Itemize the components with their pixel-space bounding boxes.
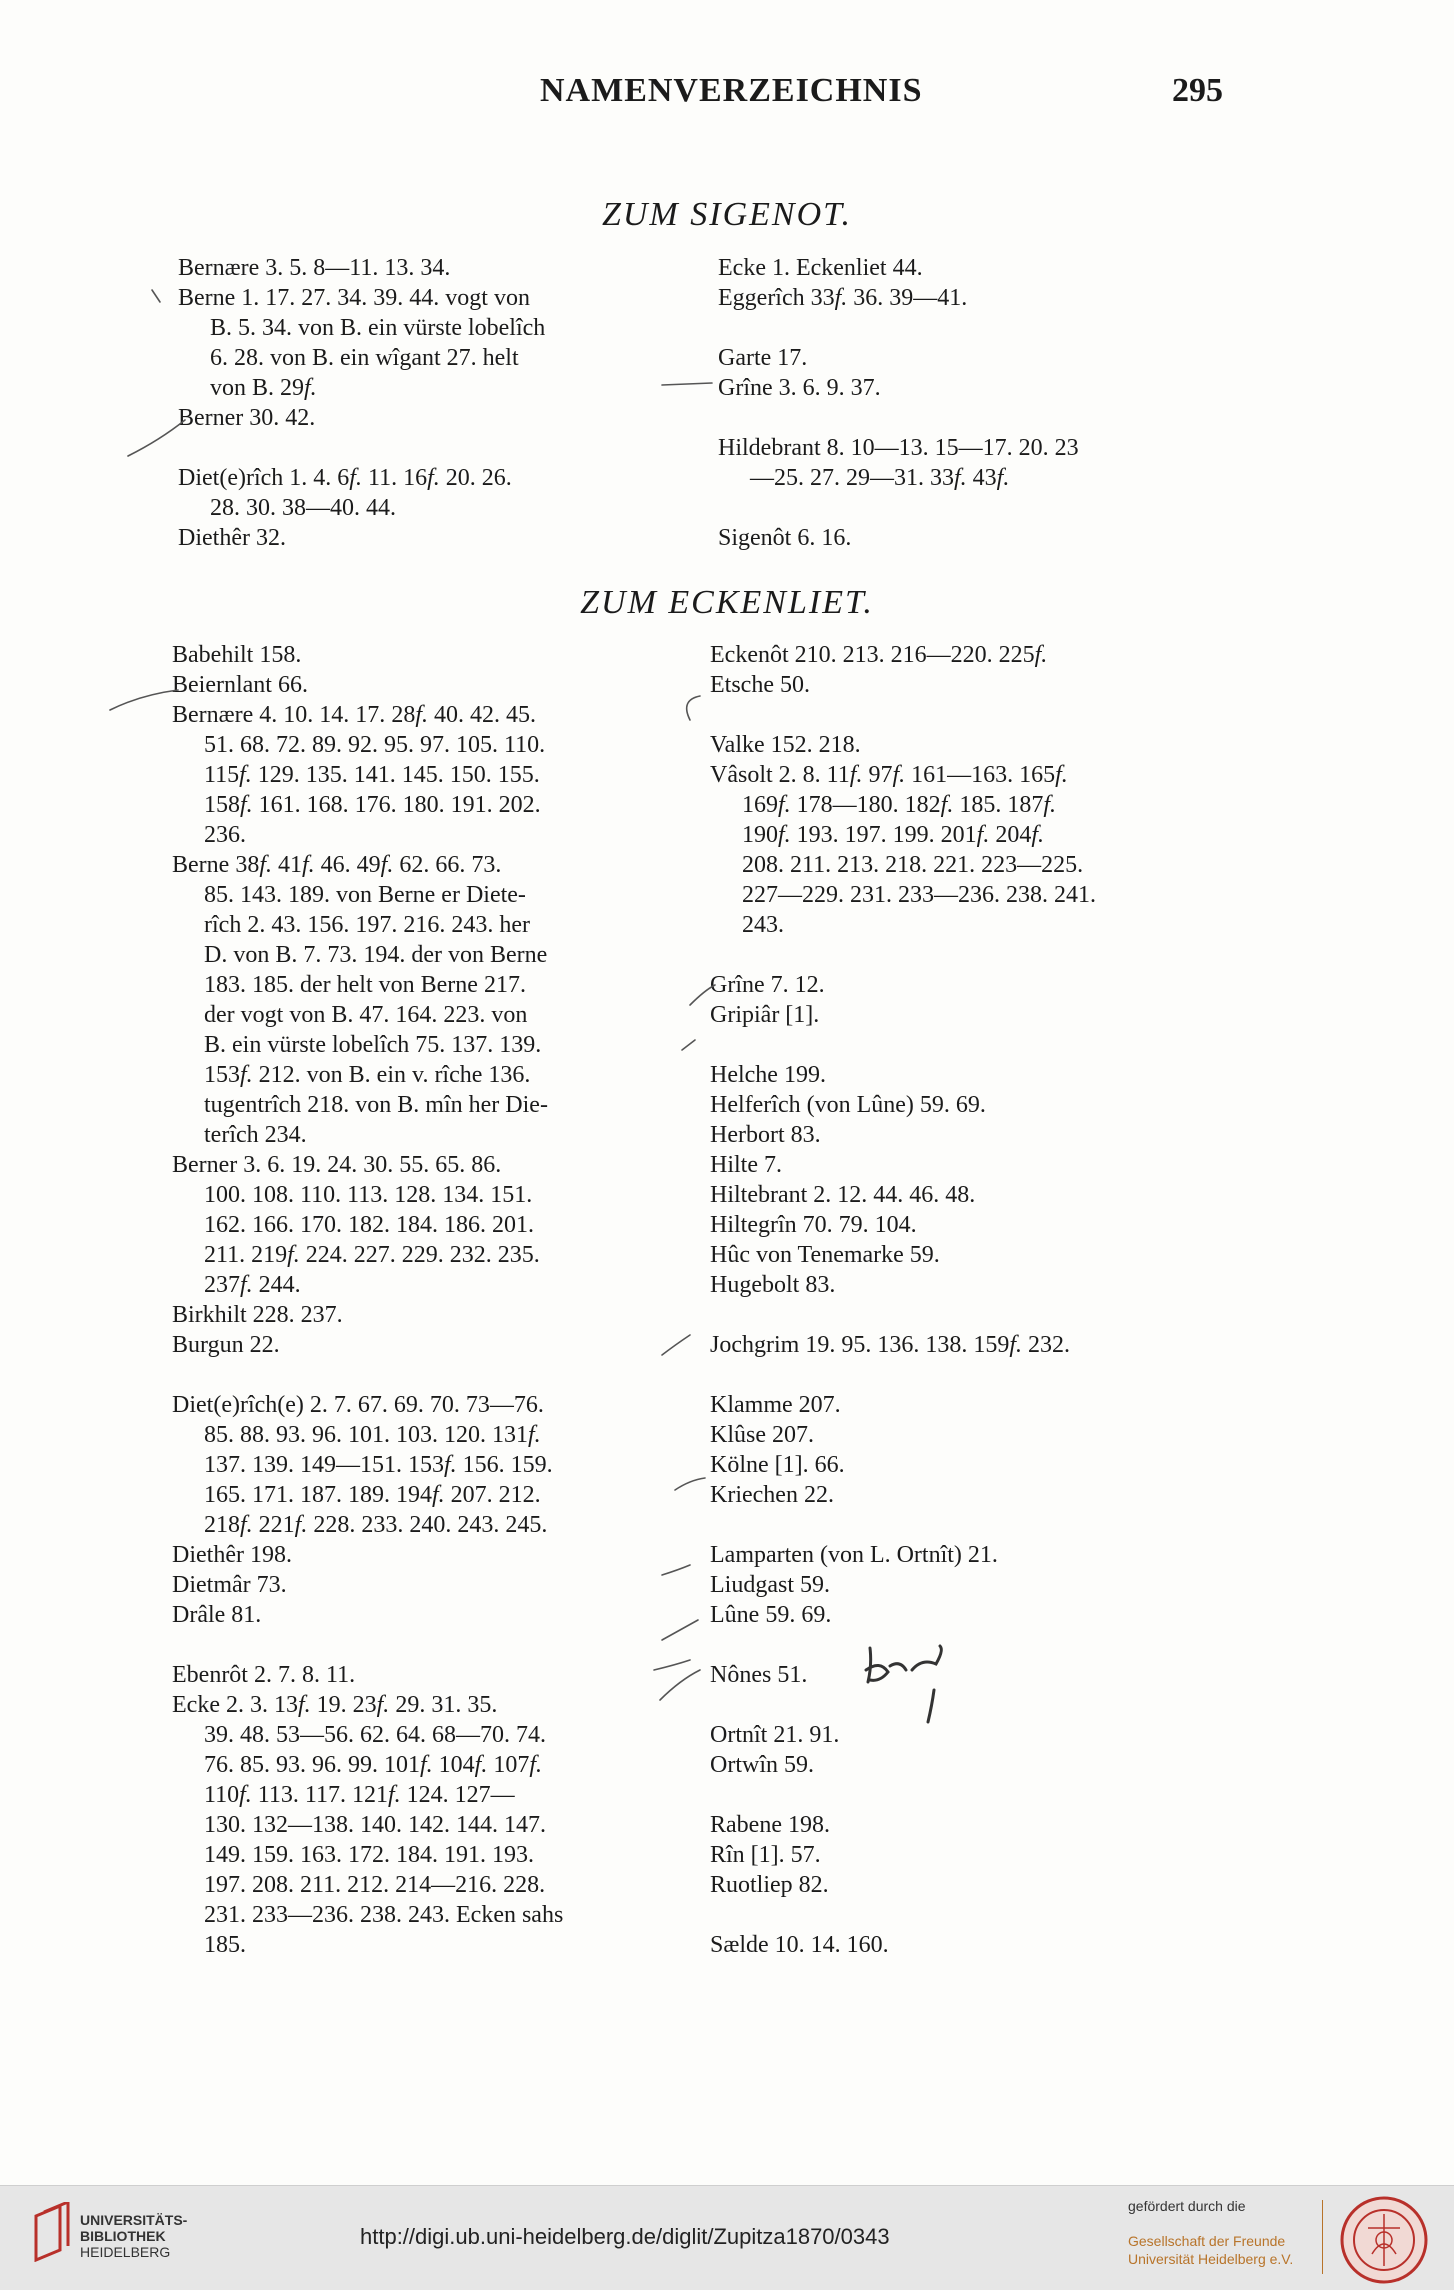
index-entry-line: 115f. 129. 135. 141. 145. 150. 155. — [204, 762, 540, 788]
running-title: NAMENVERZEICHNIS — [540, 72, 923, 109]
index-entry-line: 149. 159. 163. 172. 184. 191. 193. — [204, 1842, 534, 1868]
index-entry-line: 211. 219f. 224. 227. 229. 232. 235. — [204, 1242, 540, 1268]
index-entry-line: 236. — [204, 822, 246, 848]
index-entry-line: rîch 2. 43. 156. 197. 216. 243. her — [204, 912, 530, 938]
sponsor-label: gefördert durch die — [1128, 2198, 1246, 2214]
index-entry-line: Hiltebrant 2. 12. 44. 46. 48. — [710, 1182, 976, 1208]
marginal-signature-mark — [866, 1646, 941, 1722]
index-entry-line: Lûne 59. 69. — [710, 1602, 832, 1628]
index-entry-line: von B. 29f. — [210, 375, 317, 401]
index-entry-line: Berne 1. 17. 27. 34. 39. 44. vogt von — [178, 285, 530, 311]
index-entry-line: 153f. 212. von B. ein v. rîche 136. — [204, 1062, 531, 1088]
index-entry-line: der vogt von B. 47. 164. 223. von — [204, 1002, 528, 1028]
index-entry-line: 39. 48. 53—56. 62. 64. 68—70. 74. — [204, 1722, 546, 1748]
index-entry-line: Kölne [1]. 66. — [710, 1452, 845, 1478]
index-entry-line: Ebenrôt 2. 7. 8. 11. — [172, 1662, 356, 1688]
index-entry-line: 51. 68. 72. 89. 92. 95. 97. 105. 110. — [204, 732, 546, 758]
index-entry-line: Etsche 50. — [710, 672, 810, 698]
index-entry-line: Valke 152. 218. — [710, 732, 861, 758]
section-title-sigenot: ZUM SIGENOT. — [601, 196, 853, 233]
index-entry-line: 183. 185. der helt von Berne 217. — [204, 972, 526, 998]
index-entry-line: 100. 108. 110. 113. 128. 134. 151. — [204, 1182, 533, 1208]
index-entry-line: Ecke 1. Eckenliet 44. — [718, 255, 923, 281]
index-entry-line: 208. 211. 213. 218. 221. 223—225. — [742, 852, 1084, 878]
index-entry-line: 231. 233—236. 238. 243. Ecken sahs — [204, 1902, 564, 1928]
index-entry-line: Eckenôt 210. 213. 216—220. 225f. — [710, 642, 1048, 668]
index-entry-line: 85. 143. 189. von Berne er Diete- — [204, 882, 526, 908]
library-name-line: BIBLIOTHEK — [80, 2228, 166, 2244]
index-entry-line: 227—229. 231. 233—236. 238. 241. — [742, 882, 1096, 908]
society-name-line: Universität Heidelberg e.V. — [1128, 2251, 1294, 2267]
index-entry-line: Bernære 4. 10. 14. 17. 28f. 40. 42. 45. — [172, 702, 536, 728]
index-entry-line: —25. 27. 29—31. 33f. 43f. — [750, 465, 1010, 491]
index-entry-line: Ruotliep 82. — [710, 1872, 829, 1898]
library-name — [80, 2212, 187, 2260]
index-entry-line: Vâsolt 2. 8. 11f. 97f. 161—163. 165f. — [710, 762, 1068, 788]
book-stack-logo-icon — [30, 2202, 74, 2262]
library-name-line: HEIDELBERG — [80, 2244, 171, 2260]
society-name-line: Gesellschaft der Freunde — [1128, 2233, 1286, 2249]
index-entry-line: Berner 3. 6. 19. 24. 30. 55. 65. 86. — [172, 1152, 502, 1178]
university-seal-icon — [1338, 2194, 1430, 2286]
index-entry-line: D. von B. 7. 73. 194. der von Berne — [204, 942, 548, 968]
index-entry-line: 85. 88. 93. 96. 101. 103. 120. 131f. — [204, 1422, 541, 1448]
index-entry-line: 158f. 161. 168. 176. 180. 191. 202. — [204, 792, 541, 818]
footer-bar — [0, 2185, 1454, 2290]
index-entry-line: Drâle 81. — [172, 1602, 262, 1628]
library-name-line: UNIVERSITÄTS- — [80, 2212, 188, 2228]
index-entry-line: Diethêr 198. — [172, 1542, 292, 1568]
permalink-url[interactable]: http://digi.ub.uni-heidelberg.de/diglit/Zupitza1870/0343 — [360, 2224, 890, 2249]
index-entry-line: 243. — [742, 912, 784, 938]
page-number: 295 — [1172, 72, 1223, 109]
index-entry-line: Ortwîn 59. — [710, 1752, 814, 1778]
index-entry-line: Diet(e)rîch 1. 4. 6f. 11. 16f. 20. 26. — [178, 465, 512, 491]
index-entry-line: 218f. 221f. 228. 233. 240. 243. 245. — [204, 1512, 548, 1538]
index-entry-line: 197. 208. 211. 212. 214—216. 228. — [204, 1872, 546, 1898]
index-entry-line: Grîne 7. 12. — [710, 972, 825, 998]
index-entry-line: Hugebolt 83. — [710, 1272, 836, 1298]
index-entry-line: 237f. 244. — [204, 1272, 301, 1298]
index-entry-line: 165. 171. 187. 189. 194f. 207. 212. — [204, 1482, 541, 1508]
index-entry-line: Beiernlant 66. — [172, 672, 308, 698]
index-entry-line: Jochgrim 19. 95. 136. 138. 159f. 232. — [710, 1332, 1070, 1358]
index-entry-line: Rîn [1]. 57. — [710, 1842, 821, 1868]
society-name — [1128, 2232, 1293, 2268]
index-entry-line: Burgun 22. — [172, 1332, 280, 1358]
index-entry-line: B. 5. 34. von B. ein vürste lobelîch — [210, 315, 546, 341]
index-entry-line: Ortnît 21. 91. — [710, 1722, 840, 1748]
index-entry-line: 130. 132—138. 140. 142. 144. 147. — [204, 1812, 546, 1838]
index-entry-line: Sælde 10. 14. 160. — [710, 1932, 889, 1958]
index-entry-line: B. ein vürste lobelîch 75. 137. 139. — [204, 1032, 542, 1058]
divider — [1322, 2200, 1323, 2274]
index-entry-line: Birkhilt 228. 237. — [172, 1302, 343, 1328]
index-entry-line: Garte 17. — [718, 345, 808, 371]
index-entry-line: Klamme 207. — [710, 1392, 841, 1418]
section-title-eckenliet: ZUM ECKENLIET. — [580, 584, 874, 621]
index-entry-line: 185. — [204, 1932, 246, 1958]
index-entry-line: Herbort 83. — [710, 1122, 821, 1148]
index-entry-line: Klûse 207. — [710, 1422, 814, 1448]
index-entry-line: Babehilt 158. — [172, 642, 302, 668]
index-entry-line: Gripiâr [1]. — [710, 1002, 820, 1028]
index-entry-line: 162. 166. 170. 182. 184. 186. 201. — [204, 1212, 534, 1238]
index-entry-line: Rabene 198. — [710, 1812, 830, 1838]
index-entry-line: Hilte 7. — [710, 1152, 782, 1178]
index-entry-line: Diet(e)rîch(e) 2. 7. 67. 69. 70. 73—76. — [172, 1392, 544, 1418]
index-entry-line: Eggerîch 33f. 36. 39—41. — [718, 285, 968, 311]
index-entry-line: terîch 234. — [204, 1122, 307, 1148]
index-entry-line: Bernære 3. 5. 8—11. 13. 34. — [178, 255, 451, 281]
index-entry-line: Sigenôt 6. 16. — [718, 525, 852, 551]
index-entry-line: Dietmâr 73. — [172, 1572, 287, 1598]
index-entry-line: Berner 30. 42. — [178, 405, 316, 431]
index-entry-line: Kriechen 22. — [710, 1482, 834, 1508]
index-entry-line: 169f. 178—180. 182f. 185. 187f. — [742, 792, 1057, 818]
index-entry-line: Ecke 2. 3. 13f. 19. 23f. 29. 31. 35. — [172, 1692, 498, 1718]
index-entry-line: 110f. 113. 117. 121f. 124. 127— — [204, 1782, 515, 1808]
index-entry-line: Hûc von Tenemarke 59. — [710, 1242, 940, 1268]
index-entry-line: 137. 139. 149—151. 153f. 156. 159. — [204, 1452, 553, 1478]
index-entry-line: 6. 28. von B. ein wîgant 27. helt — [210, 345, 519, 371]
index-entry-line: Helche 199. — [710, 1062, 826, 1088]
index-entry-line: 76. 85. 93. 96. 99. 101f. 104f. 107f. — [204, 1752, 543, 1778]
index-entry-line: Grîne 3. 6. 9. 37. — [718, 375, 881, 401]
index-entry-line: 28. 30. 38—40. 44. — [210, 495, 396, 521]
index-entry-line: Lamparten (von L. Ortnît) 21. — [710, 1542, 998, 1568]
index-entry-line: Helferîch (von Lûne) 59. 69. — [710, 1092, 986, 1118]
index-entry-line: Hiltegrîn 70. 79. 104. — [710, 1212, 917, 1238]
index-entry-line: Diethêr 32. — [178, 525, 286, 551]
index-entry-line: Nônes 51. — [710, 1662, 808, 1688]
index-entry-line: 190f. 193. 197. 199. 201f. 204f. — [742, 822, 1045, 848]
index-entry-line: tugentrîch 218. von B. mîn her Die- — [204, 1092, 548, 1118]
index-entry-line: Liudgast 59. — [710, 1572, 830, 1598]
index-entry-line: Hildebrant 8. 10—13. 15—17. 20. 23 — [718, 435, 1079, 461]
index-entry-line: Berne 38f. 41f. 46. 49f. 62. 66. 73. — [172, 852, 502, 878]
